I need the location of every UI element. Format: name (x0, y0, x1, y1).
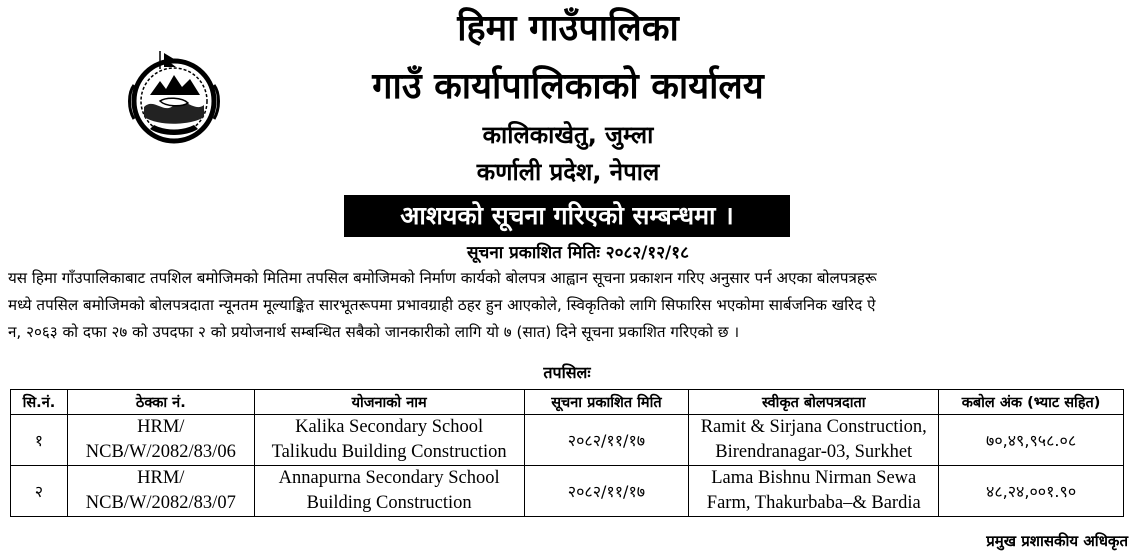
signature-title: प्रमुख प्रशासकीय अधिकृत (986, 532, 1128, 550)
project-name-line: Talikudu Building Construction (271, 442, 507, 462)
details-heading: तपसिलः (543, 363, 591, 382)
cell-project-name (254, 415, 524, 466)
address-line-1: कालिकाखेतु, जुम्ला (482, 121, 654, 149)
cell-amount: ७०,४९,९५८.०८ (939, 415, 1124, 466)
contract-no-line: HRM/ (137, 417, 185, 437)
notice-subject-banner: आशयको सूचना गरिएको सम्बन्धमा । (344, 195, 790, 237)
cell-sn: २ (11, 466, 68, 517)
cell-publish-date: २०८२/११/१७ (524, 466, 689, 517)
bidder-line: Lama Bishnu Nirman Sewa (711, 468, 917, 488)
col-header-bidder: स्वीकृत बोलपत्रदाता (689, 390, 939, 415)
notice-body (8, 265, 1126, 346)
contract-no-line: NCB/W/2082/83/07 (85, 493, 236, 513)
bidder-line: Ramit & Sirjana Construction, (700, 417, 927, 437)
bidder-line: Birendranagar-03, Surkhet (715, 442, 913, 462)
project-name-line: Building Construction (306, 493, 472, 513)
cell-contract-no (67, 415, 254, 466)
bidder-line: Farm, Thakurbaba–& Bardia (706, 493, 921, 513)
notice-body-line: यस हिमा गाँउपालिकाबाट तपशिल बमोजिमको मितिमा तपसिल बमोजिमको निर्माण कार्यको बोलपत्र आह्वान सूचना प्रकाशन गरिए अनुसार पर्न अएका बोलपत्रहरू (8, 269, 877, 287)
project-name-line: Kalika Secondary School (295, 417, 484, 437)
notice-body-line: मध्ये तपसिल बमोजिमको बोलपत्रदाता न्यूनतम मूल्याङ्कित सारभूतरूपमा प्रभावग्राही ठहर हुन आएकोले, स्विकृतिको लागि सिफारिस भएकोमा सार्बजनिक खरिद ऐ (8, 296, 876, 314)
project-name-line: Annapurna Secondary School (278, 468, 500, 488)
cell-publish-date: २०८२/११/१७ (524, 415, 689, 466)
col-header-sn: सि.नं. (11, 390, 68, 415)
table-row (11, 466, 1124, 517)
col-header-amount: कबोल अंक (भ्याट सहित) (939, 390, 1124, 415)
col-header-publish-date: सूचना प्रकाशित मिति (524, 390, 689, 415)
cell-bidder (689, 466, 939, 517)
contract-no-line: HRM/ (137, 468, 185, 488)
address-line-2: कर्णाली प्रदेश, नेपाल (476, 158, 660, 186)
col-header-contract-no: ठेक्का नं. (67, 390, 254, 415)
contract-no-line: NCB/W/2082/83/06 (85, 442, 236, 462)
publish-date: सूचना प्रकाशित मितिः २०८२/१२/१८ (467, 243, 689, 263)
col-header-project-name: योजनाको नाम (254, 390, 524, 415)
cell-amount: ४८,२४,००१.९० (939, 466, 1124, 517)
contracts-table (10, 389, 1124, 517)
office-name: हिमा गाउँपालिका (457, 8, 679, 49)
table-row (11, 415, 1124, 466)
cell-bidder (689, 415, 939, 466)
notice-body-line: न, २०६३ को दफा २७ को उपदफा २ को प्रयोजनार्थ सम्बन्धित सबैको जानकारीको लागि यो ७ (सात) दिने सूचना प्रकाशित गरिएको छ । (8, 323, 740, 341)
office-title: गाउँ कार्यापालिकाको कार्यालय (372, 66, 764, 107)
cell-project-name (254, 466, 524, 517)
cell-sn: १ (11, 415, 68, 466)
table-header-row (11, 390, 1124, 415)
cell-contract-no (67, 466, 254, 517)
